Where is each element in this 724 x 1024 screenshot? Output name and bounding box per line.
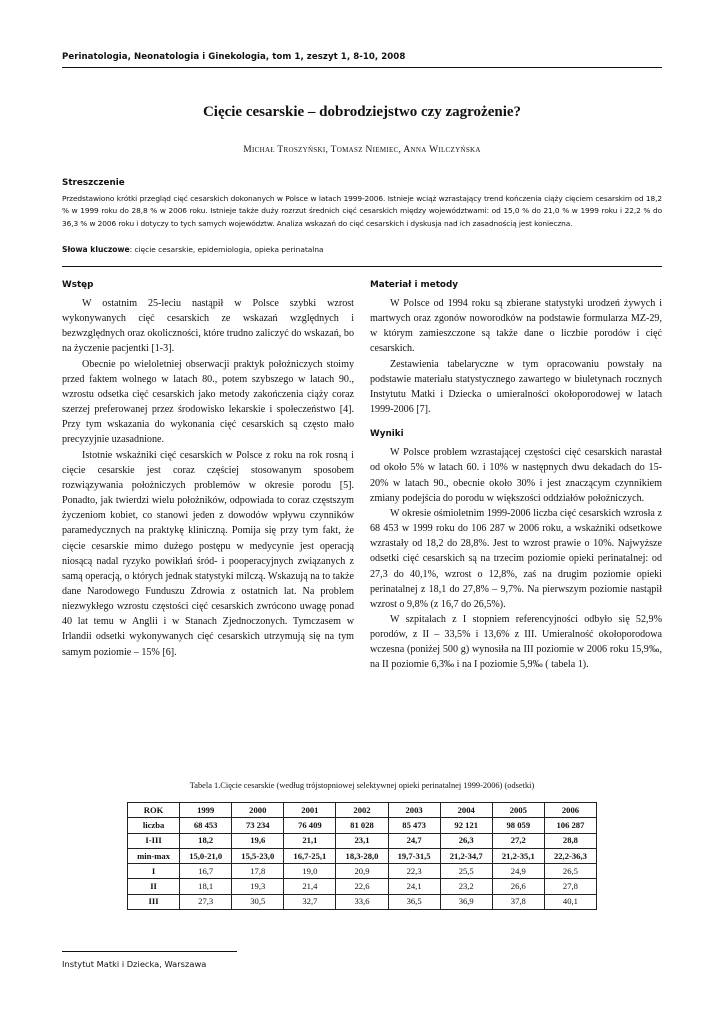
table-cell: 19,7-31,5 (388, 848, 440, 863)
table-cell: 32,7 (284, 894, 336, 909)
table-cell: 106 287 (544, 818, 596, 833)
table-row (128, 818, 597, 833)
table-cell: 23,1 (336, 833, 388, 848)
table-cell: 40,1 (544, 894, 596, 909)
table-cell: I-III (128, 833, 180, 848)
table-cell: 18,3-28,0 (336, 848, 388, 863)
table-cell: 20,9 (336, 864, 388, 879)
table-cell: liczba (128, 818, 180, 833)
table-cell: 25,5 (440, 864, 492, 879)
table-cell: 28,8 (544, 833, 596, 848)
table-row (128, 879, 597, 894)
table-row (128, 864, 597, 879)
table-cell: 81 028 (336, 818, 388, 833)
table-cell: II (128, 879, 180, 894)
table-cell: 68 453 (180, 818, 232, 833)
table-cell: 21,4 (284, 879, 336, 894)
keywords-text: : cięcie cesarskie, epidemiologia, opieka perinatalna (129, 245, 324, 254)
results-paragraph: W Polsce problem wzrastającej częstości cięć cesarskich narastał od około 5% w latach 60. i 10% w następnych dwu dekadach do 15-20% w latach 90., obecnie około 30% i jest znaczącym czynnikiem zmiany podejścia do porodu w większości oddziałów położniczych. (370, 447, 662, 504)
table-cell: 17,8 (232, 864, 284, 879)
table-cell: 23,2 (440, 879, 492, 894)
table-cell: I (128, 864, 180, 879)
table-row (128, 848, 597, 863)
article-title: Cięcie cesarskie – dobrodziejstwo czy zagrożenie? (202, 104, 522, 120)
table-header-cell: 2004 (440, 803, 492, 818)
table-cell: 26,5 (544, 864, 596, 879)
intro-paragraph: Istotnie wskaźniki cięć cesarskich w Polsce z roku na rok rosną i cięcie cesarskie jest coraz częściej stosowanym sposobem rozwiązywania położniczych problemów w okresie porodu [5]. Ponadto, jak twierdzi wielu położników, odpowiada to coraz częstszym życzeniom kobiet, co stanowi jeden z dowodów wpływu czynników paramedycznych na praktykę kliniczną. Pomija się przy tym fakt, że cięcie cesarskie mimo dużego postępu w medycynie jest operacją niosącą nadal ryzyko powikłań śród- i pooperacyjnych związanych z samą operacją, o których jednak statystyki milczą. Wskazują na to także dane Narodowego Funduszu Zdrowia z ostatnich lat. Na problem niezwykłego wzrostu częstości cięć cesarskich zwrócono uwagę ponad 40 lat temu w Anglii i w Stanach Zjednoczonych. Tymczasem w Irlandii odsetki wykonywanych cięć cesarskich utrzymują się na tym samym poziomie – 15% [6]. (62, 449, 354, 658)
table-caption: Tabela 1.Cięcie cesarskie (według trójstopniowej selektywnej opieki perinatalnej 1999-2006) (odsetki) (189, 781, 535, 790)
table-header-cell: 2000 (232, 803, 284, 818)
table-cell: 92 121 (440, 818, 492, 833)
table-header-cell: 1999 (180, 803, 232, 818)
footnote-affiliation: Instytut Matki i Dziecka, Warszawa (62, 959, 207, 969)
abstract-text: Przedstawiono krótki przegląd cięć cesarskich dokonanych w Polsce w latach 1999-2006. Istnieje wciąż wzrastający trend kończenia ciąży cięciem cesarskim od 18,2 % w 1999 roku do 28,8 % w 2006 roku. Istnieje także duży rozrzut średnich cięć cesarskich między województwami: od 15,0 % do 21,0 % w 1999 roku i 22,2 % do 36,3 % w 2006 roku i dotyczy to tych samych województw. Analiza wskazań do cięć cesarskich i dyskusja nad ich zasadnością jest konieczna. (62, 194, 662, 228)
table-cell: 36,9 (440, 894, 492, 909)
table-cell: 27,3 (180, 894, 232, 909)
table-header-cell: 2001 (284, 803, 336, 818)
table-cell: 76 409 (284, 818, 336, 833)
table-cell: 16,7 (180, 864, 232, 879)
table-cell: 21,2-35,1 (492, 848, 544, 863)
table-row (128, 894, 597, 909)
table-cell: min-max (128, 848, 180, 863)
section-heading-results: Wyniki (370, 429, 404, 440)
table-cell: 19,0 (284, 864, 336, 879)
table-cell: 27,8 (544, 879, 596, 894)
keywords-label: Słowa kluczowe (62, 245, 130, 254)
keywords (62, 244, 662, 256)
section-heading-methods: Materiał i metody (370, 280, 458, 290)
section-heading-intro: Wstęp (62, 280, 94, 290)
table-cell: 33,6 (336, 894, 388, 909)
table-cell: 30,5 (232, 894, 284, 909)
table-cell: 73 234 (232, 818, 284, 833)
table-row (128, 833, 597, 848)
table-cell: 22,3 (388, 864, 440, 879)
table-cell: 37,8 (492, 894, 544, 909)
table-cell: 24,9 (492, 864, 544, 879)
table-cell: III (128, 894, 180, 909)
abstract-rule (62, 266, 662, 267)
table-header-cell: ROK (128, 803, 180, 818)
table-cell: 36,5 (388, 894, 440, 909)
table-cell: 15,5-23,0 (232, 848, 284, 863)
results-paragraph: W okresie ośmioletnim 1999-2006 liczba cięć cesarskich wzrosła z 68 453 w 1999 roku do 106 287 w 2006 roku, a wskaźniki odsetkowe wzrastały od 18,2 do 28,8%. Jest to wzrost prawie o 10%. Najwyższe odsetki cięć cesarskich są na trzecim poziomie opieki perinatalnej: od 27,3 do 40,1%, wzrost o 12,8%, zaś na drugim poziomie opieki perinatalnej z 18,1 do 27,8% – 9,7%. Na pierwszym poziomie nastąpił wzrost o 9,8% (z 16,7 do 26,5%). (370, 507, 662, 610)
table-cell: 15,0-21,0 (180, 848, 232, 863)
table-cell: 26,3 (440, 833, 492, 848)
article-authors: Michał Troszyński, Tomasz Niemiec, Anna Wilczyńska (243, 145, 481, 155)
table-cell: 21,2-34,7 (440, 848, 492, 863)
table-header-row (128, 803, 597, 818)
table-cell: 19,3 (232, 879, 284, 894)
results-paragraph: W szpitalach z I stopniem referencyjności odbyło się 52,9% porodów, z II – 33,5% i 13,6% z III. Umieralność okołoporodowa wczesna (poniżej 500 g) wynosiła na III poziomie w 2006 roku 15,9‰, na II poziomie 6,3‰ i na I poziomie 5,9‰ ( tabela 1). (370, 613, 662, 671)
table-cell: 27,2 (492, 833, 544, 848)
table-cell: 16,7-25,1 (284, 848, 336, 863)
table-cell: 24,1 (388, 879, 440, 894)
methods-paragraph: Zestawienia tabelaryczne w tym opracowaniu powstały na podstawie materiału statystycznego zawartego w biuletynach rocznych Instytutu Matki i Dziecka o umieralności okołoporodowej w latach 1999-2006 [7]. (370, 358, 662, 416)
table-header-cell: 2006 (544, 803, 596, 818)
table-cell: 26,6 (492, 879, 544, 894)
table-cell: 21,1 (284, 833, 336, 848)
table-cell: 18,2 (180, 833, 232, 848)
footnote-rule (62, 951, 237, 952)
cesarean-table (127, 802, 597, 910)
header-rule (62, 67, 662, 68)
table-cell: 18,1 (180, 879, 232, 894)
methods-paragraph: W Polsce od 1994 roku są zbierane statystyki urodzeń żywych i martwych oraz zgonów noworodków na podstawie formularza MZ-29, w którym zamieszczone są także dane o liczbie porodów i cięć cesarskich. (370, 298, 662, 355)
table-cell: 19,6 (232, 833, 284, 848)
left-column (62, 280, 354, 660)
table-header-cell: 2003 (388, 803, 440, 818)
table-cell: 85 473 (388, 818, 440, 833)
intro-paragraph: W ostatnim 25-leciu nastąpił w Polsce szybki wzrost wykonywanych cięć cesarskich ze wskazań względnych i bezwzględnych oraz okoliczności, które trudno zaliczyć do wskazań, bo na życzenie pacjentki [1-3]. (62, 298, 354, 355)
abstract-heading: Streszczenie (62, 178, 125, 188)
table-header-cell: 2002 (336, 803, 388, 818)
right-column (370, 280, 662, 673)
table-header-cell: 2005 (492, 803, 544, 818)
table-cell: 98 059 (492, 818, 544, 833)
journal-header: Perinatologia, Neonatologia i Ginekologia, tom 1, zeszyt 1, 8-10, 2008 (62, 52, 406, 62)
table-cell: 22,6 (336, 879, 388, 894)
intro-paragraph: Obecnie po wieloletniej obserwacji praktyk położniczych stoimy przed faktem wolnego w latach 80., potem szybszego w latach 90., wzrostu odsetka cięć cesarskich jako metody zakończenia ciąży coraz szerzej preferowanej przez środowisko lekarskie i społeczeństwo [4]. Przy tym wskazania do wykonania cięć cesarskich są często mało precyzyjnie uzasadnione. (62, 358, 354, 446)
table-cell: 24,7 (388, 833, 440, 848)
table-cell: 22,2-36,3 (544, 848, 596, 863)
